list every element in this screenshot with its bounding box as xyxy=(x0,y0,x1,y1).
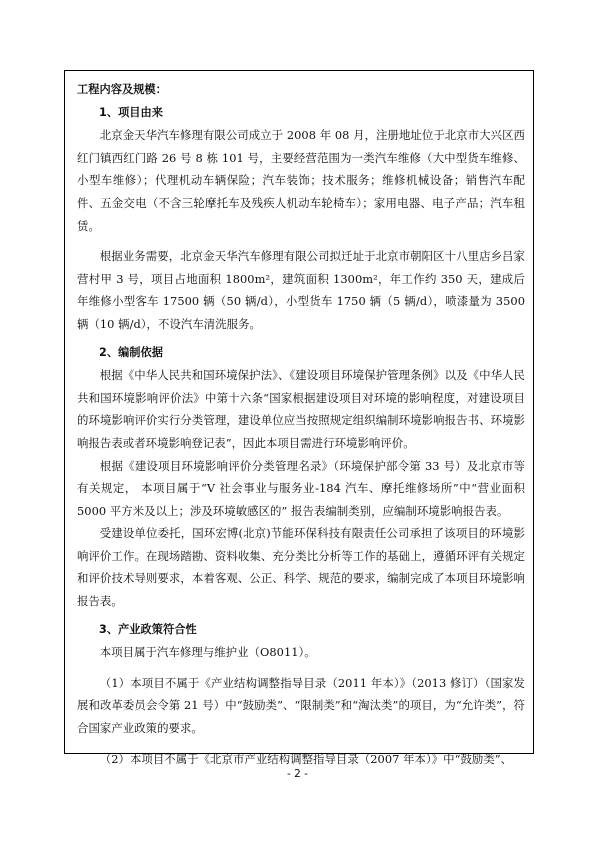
subsection-heading-policy: 3、产业政策符合性 xyxy=(99,622,197,636)
paragraph-legal-basis: 根据《中华人民共和国环境保护法》、《建设项目环境保护管理条例》以及《中华人民共和国环境影响评价法》中第十六条“国家根据建设项目对环境的影响程度，对建设项目的环境影响评价实行分类管理，建设单位应当按照规定组织编制环境影响报告书、环境影响报告表或者环境影响登记表”，因此本项目需进行环境影响评价。 xyxy=(77,368,525,450)
section-title: 工程内容及规模： xyxy=(77,83,167,96)
paragraph-company-intro: 北京金天华汽车修理有限公司成立于 2008 年 08 月，注册地址位于北京市大兴区西红门镇西红门路 26 号 8 栋 101 号，主要经营范围为一类汽车维修（大中型货车维修、小型车维修）；代理机动车辆保险；汽车装饰；技术服务；维修机械设备；销售汽车配件、五金交电（不含三轮摩托车及残疾人机动车轮椅车）；家用电器、电子产品；汽车租赁。 xyxy=(77,128,525,233)
paragraph-policy-national: （1）本项目不属于《产业结构调整指导目录（2011 年本）》（2013 修订）（国家发展和改革委员会令第 21 号）中“鼓励类”、“限制类”和“淘汰类”的项目，为“允许类”，符合国家产业政策的要求。 xyxy=(77,675,525,736)
paragraph-industry-code: 本项目属于汽车修理与维护业（O8011）。 xyxy=(99,645,316,660)
paragraph-commission: 受建设单位委托，国环宏博(北京)节能环保科技有限责任公司承担了该项目的环境影响评价工作。在现场踏勘、资料收集、充分类比分析等工作的基础上，遵循环评有关规定和评价技术导则要求，本着客观、公正、科学、规范的要求，编制完成了本项目环境影响报告表。 xyxy=(77,526,525,609)
paragraph-policy-beijing: （2）本项目不属于《北京市产业结构调整指导目录（2007 年本）》中“鼓励类”、 xyxy=(99,751,513,766)
content-table-frame xyxy=(64,70,534,766)
paragraph-relocation-plan: 根据业务需要，北京金天华汽车修理有限公司拟迁址于北京市朝阳区十八里店乡吕家营村甲 3 号，项目占地面积 1800m²，建筑面积 1300m²，年工作约 350 天，建成后年维修小型客车 17500 辆（50 辆/d），小型货车 1750 辆（5 辆/d），喷漆量为 3500 辆（10 辆/d），不设汽车清洗服务。 xyxy=(77,249,525,331)
subsection-heading-basis: 2、编制依据 xyxy=(99,345,164,359)
page-number: - 2 - xyxy=(287,768,308,780)
document-body xyxy=(77,79,525,770)
paragraph-classification: 根据《建设项目环境影响评价分类管理名录》（环境保护部令第 33 号）及北京市等有关规定， 本项目属于“V 社会事业与服务业-184 汽车、摩托维修场所”中“营业面积 5000 平方米及以上；涉及环境敏感区的” 报告表编制类别，应编制环境影响报告表。 xyxy=(77,458,525,518)
subsection-heading-project-origin: 1、项目由来 xyxy=(99,105,164,119)
